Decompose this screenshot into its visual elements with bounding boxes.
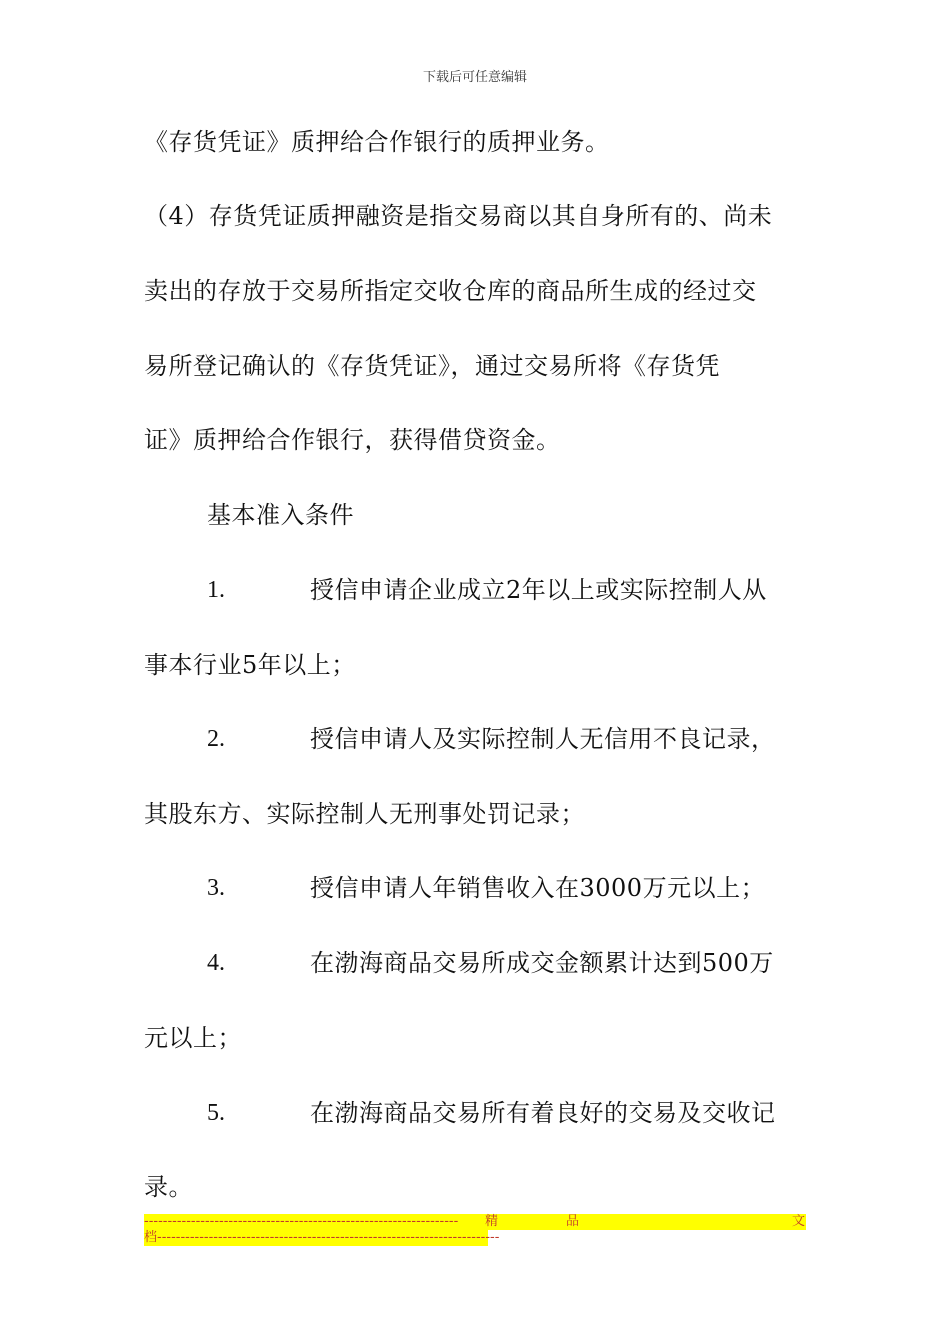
page-header: 下载后可任意编辑 (422, 70, 527, 85)
list-item-number: 5. (207, 1100, 225, 1126)
footer-char: 文 (792, 1214, 806, 1229)
list-item-text: 授信申请企业成立2年以上或实际控制人从 (310, 576, 767, 604)
footer-dashes: ------------------------------------------------------------------- (144, 1214, 459, 1229)
list-item-number: 4. (207, 950, 225, 976)
paragraph-line: 《存货凭证》质押给合作银行的质押业务。 (144, 128, 610, 156)
paragraph-line: （4）存货凭证质押融资是指交易商以其自身所有的、尚未 (144, 202, 773, 230)
list-item-text: 在渤海商品交易所有着良好的交易及交收记 (310, 1099, 776, 1127)
list-item-continuation: 录。 (144, 1173, 193, 1201)
list-item-text: 在渤海商品交易所成交金额累计达到500万 (310, 949, 774, 977)
list-item-continuation: 事本行业5年以上； (144, 651, 356, 679)
list-item-number: 2. (207, 726, 225, 752)
list-item-continuation: 其股东方、实际控制人无刑事处罚记录； (144, 800, 585, 828)
list-item-number: 1. (207, 577, 225, 603)
paragraph-line: 卖出的存放于交易所指定交收仓库的商品所生成的经过交 (144, 277, 757, 305)
paragraph-line: 易所登记确认的《存货凭证》，通过交易所将《存货凭 (144, 352, 720, 380)
footer-watermark-band-row2: 档------------------------------------------------------------------------- (144, 1230, 500, 1245)
footer-watermark-band (144, 1214, 806, 1230)
list-item-number: 3. (207, 875, 225, 901)
footer-char: 品 (566, 1214, 580, 1229)
footer-char: 精 (485, 1214, 499, 1229)
section-title: 基本准入条件 (207, 501, 354, 529)
list-item-text: 授信申请人及实际控制人无信用不良记录， (310, 725, 776, 753)
list-item-text: 授信申请人年销售收入在3000万元以上； (310, 874, 766, 902)
list-item-continuation: 元以上； (144, 1024, 242, 1052)
paragraph-line: 证》质押给合作银行，获得借贷资金。 (144, 426, 561, 454)
